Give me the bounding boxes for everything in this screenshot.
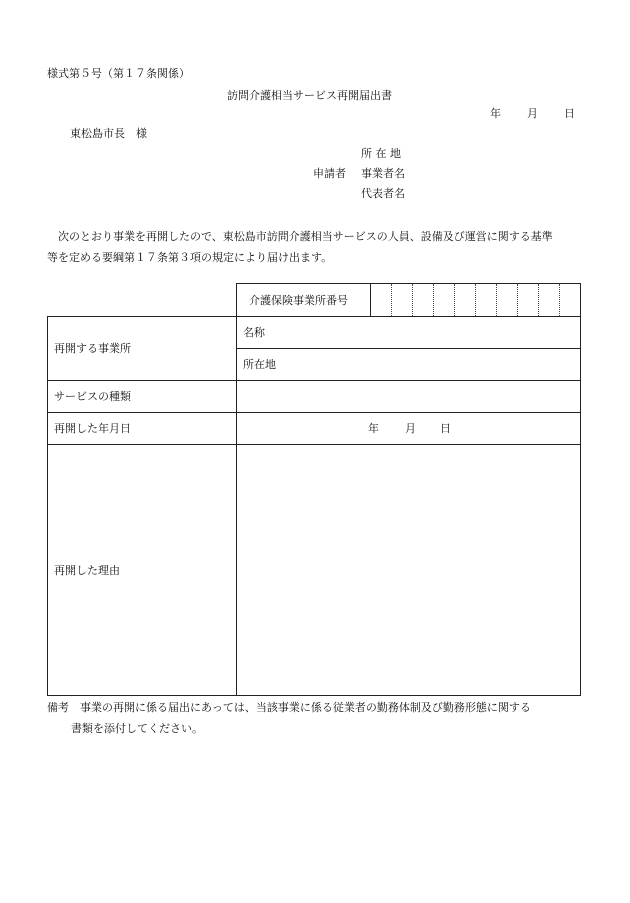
statement-text — [47, 226, 585, 268]
office-address-label: 所在地 — [243, 358, 276, 371]
provider-number-digit-box[interactable] — [455, 284, 476, 316]
resume-date-label: 再開した年月日 — [48, 413, 237, 445]
resume-notification-table — [47, 283, 581, 696]
service-type-field[interactable] — [237, 381, 581, 413]
resume-date-month: 月 — [405, 422, 416, 435]
statement-line-1: 次のとおり事業を再開したので、東松島市訪問介護相当サービスの人員、設備及び運営に関する基準 — [58, 230, 553, 243]
document-title: 訪問介護相当サービス再開届出書 — [227, 89, 392, 102]
applicant-address-label: 所 在 地 — [361, 147, 401, 160]
provider-number-digit-box[interactable] — [539, 284, 560, 316]
provider-number-label: 介護保険事業所番号 — [237, 284, 371, 316]
remarks-line-2: 書類を添付してください。 — [71, 722, 203, 735]
reason-label: 再開した理由 — [48, 445, 237, 696]
provider-number-digit-box[interactable] — [476, 284, 497, 316]
applicant-business-name-label: 事業者名 — [361, 167, 405, 180]
resume-date-field[interactable] — [237, 413, 581, 445]
service-type-label: サービスの種類 — [48, 381, 237, 413]
form-number: 様式第５号（第１７条関係） — [47, 67, 190, 80]
provider-number-digit-box[interactable] — [434, 284, 455, 316]
date-month-label: 月 — [527, 107, 538, 120]
resume-date-year: 年 — [368, 422, 379, 435]
addressee: 東松島市長 様 — [70, 127, 147, 140]
date-day-label: 日 — [564, 107, 575, 120]
provider-number-digit-box[interactable] — [497, 284, 518, 316]
statement-line-2: 等を定める要綱第１７条第３項の規定により届け出ます。 — [47, 251, 333, 264]
provider-number-digit-box[interactable] — [518, 284, 539, 316]
provider-number-digit-box[interactable] — [392, 284, 413, 316]
office-name-field[interactable] — [237, 317, 581, 349]
provider-number-digit-box[interactable] — [371, 284, 392, 316]
provider-number-digit-box[interactable] — [413, 284, 434, 316]
provider-number-row — [237, 284, 581, 317]
resume-date-day: 日 — [440, 422, 451, 435]
office-label: 再開する事業所 — [48, 317, 237, 381]
office-address-field[interactable] — [237, 349, 581, 381]
remarks-line-1: 備考 事業の再開に係る届出にあっては、当該事業に係る従業者の勤務体制及び勤務形態に関する — [47, 701, 531, 714]
office-name-label: 名称 — [243, 326, 265, 339]
applicant-representative-label: 代表者名 — [361, 187, 405, 200]
date-year-label: 年 — [490, 107, 501, 120]
remarks — [47, 697, 531, 739]
provider-number-digit-box[interactable] — [560, 284, 580, 316]
applicant-label: 申請者 — [313, 167, 346, 180]
reason-field[interactable] — [237, 445, 581, 696]
